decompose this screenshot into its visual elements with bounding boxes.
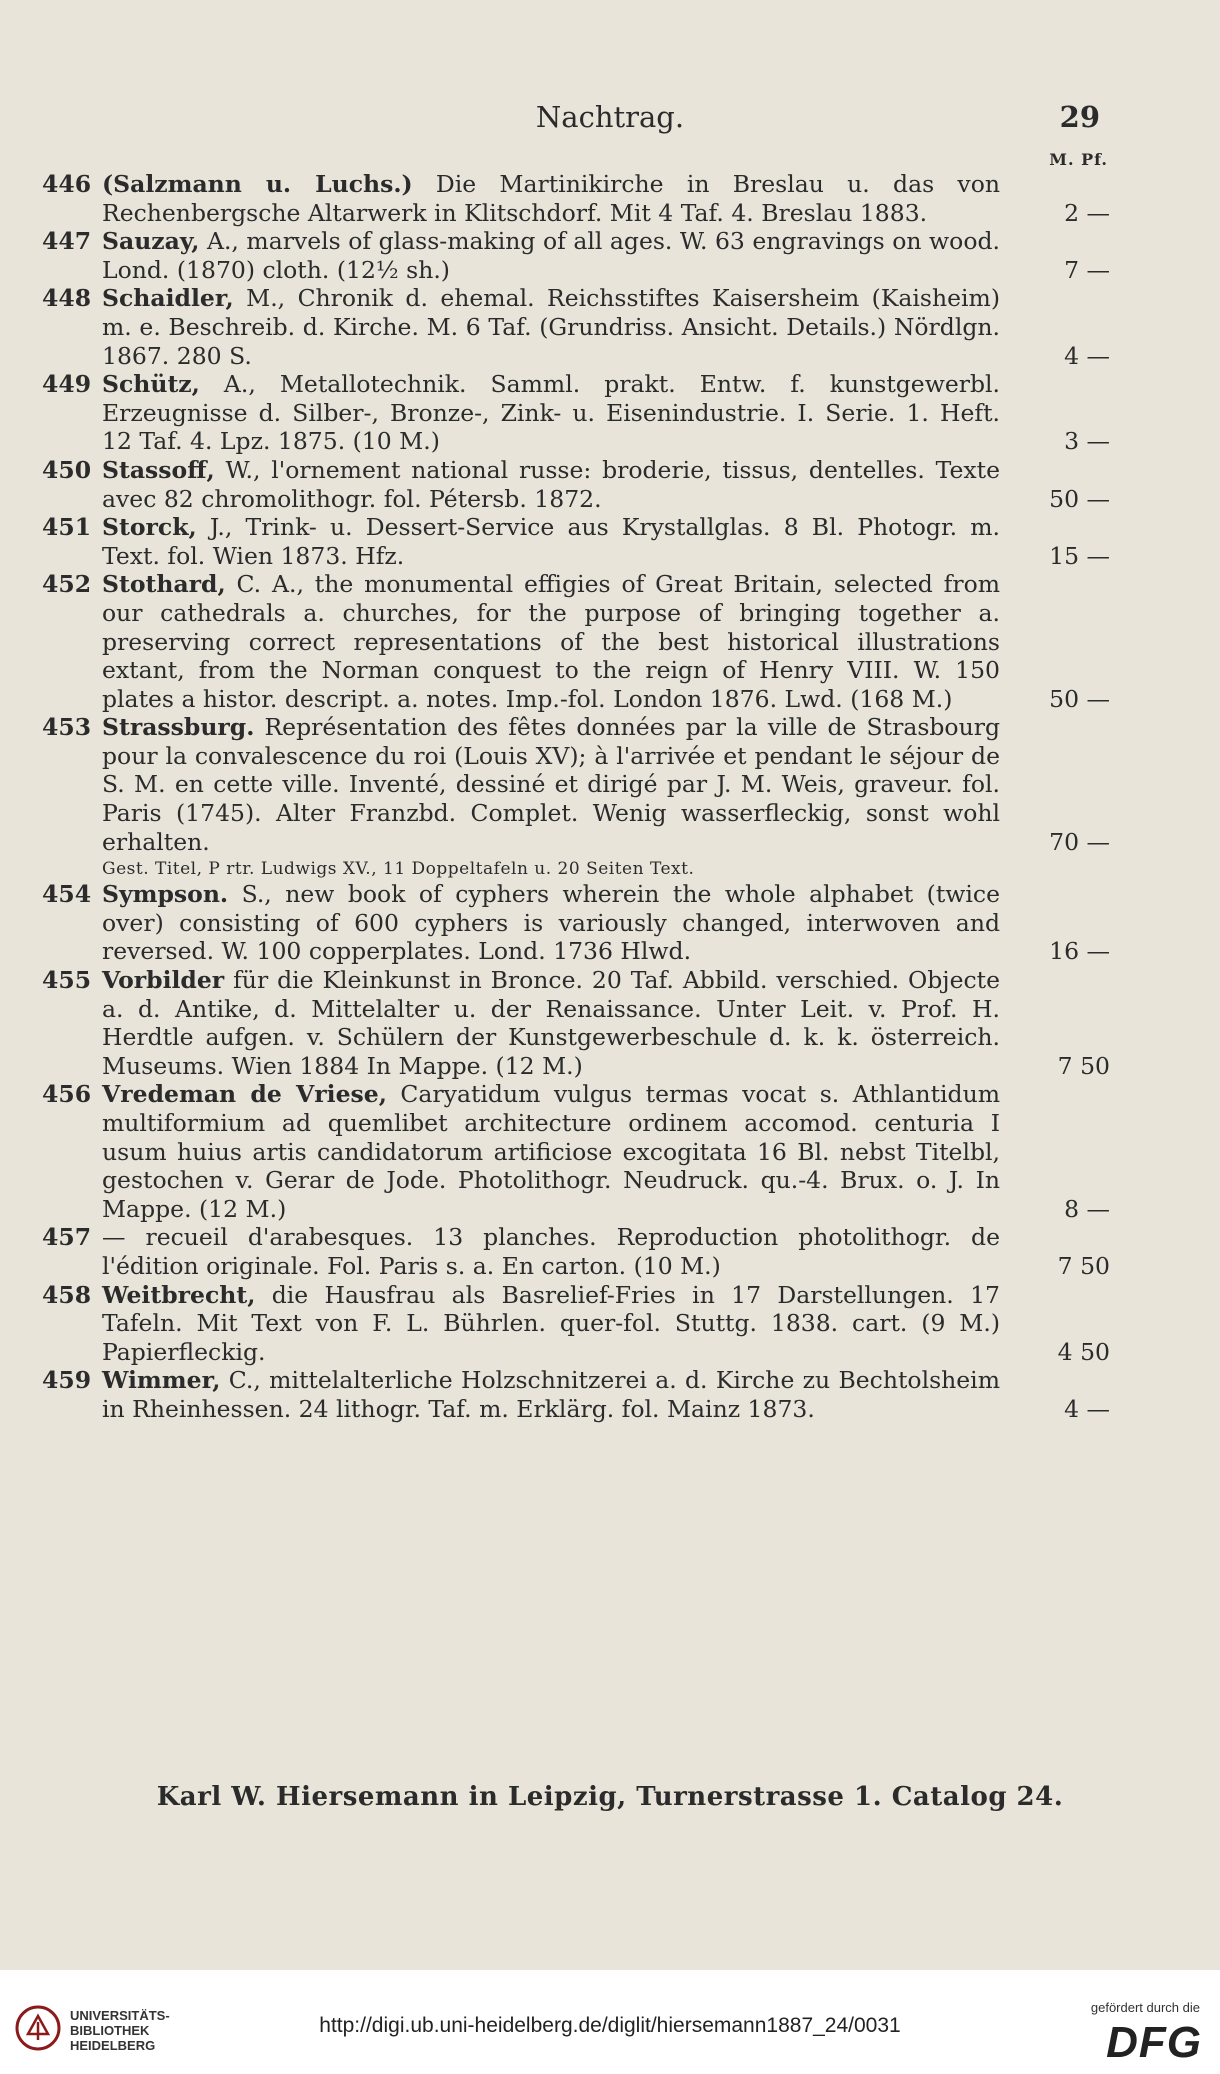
catalog-entry: [42, 1366, 1110, 1423]
entry-price: 15 —: [1049, 541, 1110, 570]
entry-author: Schaidler,: [102, 284, 234, 313]
catalog-entry: [42, 370, 1110, 456]
entry-number: 451: [42, 513, 92, 542]
sponsor-caption: gefördert durch die: [1090, 2000, 1200, 2015]
digitization-bar: [0, 1970, 1220, 2074]
entry-text: [102, 370, 1000, 456]
running-head: [0, 100, 1220, 140]
entry-author: Stassoff,: [102, 455, 215, 484]
entry-description: Die Martinikirche in Breslau u. das von Rechenbergsche Altarwerk in Klitschdorf. Mit 4 Taf. 4. Breslau 1883.: [102, 170, 1000, 227]
entry-price: 50 —: [1049, 684, 1110, 713]
catalog-entry: [42, 1080, 1110, 1223]
entry-description: A., marvels of glass-making of all ages. W. 63 engravings on wood. Lond. (1870) cloth. (12½ sh.): [102, 227, 1000, 284]
dfg-logo: DFG: [1106, 2018, 1202, 2067]
entry-price: 3 —: [1064, 427, 1110, 456]
entry-price: 4 50: [1057, 1337, 1110, 1366]
entry-author: Vredeman de Vriese,: [102, 1080, 387, 1109]
entry-author: (Salzmann u. Luchs.): [102, 170, 413, 198]
entry-author: Sympson.: [102, 880, 229, 909]
entry-description: S., new book of cyphers wherein the whole alphabet (twice over) consisting of 600 cyphers is variously changed, interwoven and reversed. W. 100 copperplates. Lond. 1736 Hlwd.: [102, 880, 1000, 966]
entry-text: [102, 456, 1000, 513]
entry-description: Caryatidum vulgus termas vocat s. Athlantidum multiformium ad quemlibet architecture ordinem accomod. centuria I usum huius artis candidatorum artificiose excogitata 16 Bl. nebst Titelbl, gestochen v. Gerar de Jode. Photolithogr. Neudruck. qu.-4. Brux. o. J. In Mappe. (12 M.): [102, 1080, 1000, 1223]
entry-description: J., Trink- u. Dessert-Service aus Krystallglas. 8 Bl. Photogr. m. Text. fol. Wien 1873. Hfz.: [102, 513, 1000, 570]
entry-description: Représentation des fêtes données par la ville de Strasbourg pour la convalescence du roi (Louis XV); à l'arrivée et pendant le séjour de S. M. en cette ville. Inventé, dessiné et dirigé par J. M. Weis, graveur. fol. Paris (1745). Alter Franzbd. Complet. Wenig wasserfleckig, sonst wohl erhalten.: [102, 713, 1000, 856]
catalog-entry: [42, 170, 1110, 227]
entry-description: C. A., the monumental effigies of Great Britain, selected from our cathedrals a. churches, for the purpose of bringing together a. preserving correct representations of the best historical illustrations extant, from the Norman conquest to the reign of Henry VIII. W. 150 plates a histor. descript. a. notes. Imp.-fol. London 1876. Lwd. (168 M.): [102, 570, 1000, 713]
publisher-footer: Karl W. Hiersemann in Leipzig, Turnerstrasse 1. Catalog 24.: [156, 1782, 1064, 1812]
catalog-entry: [42, 1281, 1110, 1367]
entry-price: 7 50: [1057, 1251, 1110, 1280]
catalog-entry: [42, 1223, 1110, 1280]
catalog-entry: [42, 456, 1110, 513]
entry-price: 7 50: [1057, 1051, 1110, 1080]
entry-author: Strassburg.: [102, 713, 255, 742]
entry-number: 459: [42, 1366, 92, 1395]
entry-text: [102, 170, 1000, 227]
entry-number: 452: [42, 570, 92, 599]
entry-number: 457: [42, 1223, 92, 1252]
entry-price: 4 —: [1064, 1394, 1110, 1423]
entry-text: [102, 284, 1000, 370]
entry-price: 2 —: [1064, 198, 1110, 227]
entry-text: [102, 1281, 1000, 1367]
entry-price: 50 —: [1049, 484, 1110, 513]
entry-number: 448: [42, 284, 92, 313]
catalog-entry: [42, 227, 1110, 284]
catalog-entry: [42, 284, 1110, 370]
catalog-entry: [42, 880, 1110, 966]
entry-author: Schütz,: [102, 370, 200, 399]
entry-number: 447: [42, 227, 92, 256]
catalog-entry: [42, 713, 1110, 880]
price-column-header: M. Pf.: [1049, 150, 1108, 169]
entry-price: 8 —: [1064, 1194, 1110, 1223]
entry-number: 458: [42, 1280, 92, 1309]
entry-text: [102, 1366, 1000, 1423]
page-number: 29: [1059, 100, 1100, 134]
entry-author: Vorbilder: [102, 966, 225, 995]
entry-text: [102, 880, 1000, 966]
entry-description: C., mittelalterliche Holzschnitzerei a. d. Kirche zu Bechtolsheim in Rheinhessen. 24 lithogr. Taf. m. Erklärg. fol. Mainz 1873.: [102, 1366, 1000, 1423]
entry-number: 454: [42, 880, 92, 909]
entry-number: 456: [42, 1080, 92, 1109]
entry-author: Weitbrecht,: [102, 1280, 256, 1309]
library-name-line: UNIVERSITÄTS-: [70, 2008, 170, 2023]
running-title: Nachtrag.: [535, 100, 685, 134]
catalog-entry: [42, 570, 1110, 713]
entry-number: 455: [42, 966, 92, 995]
entry-text: [102, 570, 1000, 713]
catalog-entry: [42, 966, 1110, 1080]
entry-author: Stothard,: [102, 570, 226, 599]
entry-text: [102, 713, 1000, 856]
entry-description: die Hausfrau als Basrelief-Fries in 17 Darstellungen. 17 Tafeln. Mit Text von F. L. Bührlen. quer-fol. Stuttg. 1838. cart. (9 M.) Papierfleckig.: [102, 1280, 1000, 1366]
entry-price: 4 —: [1064, 341, 1110, 370]
entry-text: [102, 966, 1000, 1080]
entry-text: [102, 1080, 1000, 1223]
entry-text: [102, 227, 1000, 284]
entry-description: A., Metallotechnik. Samml. prakt. Entw. f. kunstgewerbl. Erzeugnisse d. Silber-, Bronze-, Zink- u. Eisenindustrie. I. Serie. 1. Heft. 12 Taf. 4. Lpz. 1875. (10 M.): [102, 370, 1000, 456]
entry-description: — recueil d'arabesques. 13 planches. Reproduction photolithogr. de l'édition originale. Fol. Paris s. a. En carton. (10 M.): [102, 1223, 1000, 1280]
entry-description: M., Chronik d. ehemal. Reichsstiftes Kaisersheim (Kaisheim) m. e. Beschreib. d. Kirche. M. 6 Taf. (Grundriss. Ansicht. Details.) Nördlgn. 1867. 280 S.: [102, 284, 1000, 370]
entry-price: 16 —: [1049, 937, 1110, 966]
catalog-entry: [42, 513, 1110, 570]
library-name-line: BIBLIOTHEK: [70, 2023, 150, 2038]
entry-number: 450: [42, 455, 92, 484]
entry-price: 70 —: [1049, 827, 1110, 856]
entry-author: Wimmer,: [102, 1366, 221, 1395]
entry-author: Sauzay,: [102, 227, 200, 256]
entry-note: Gest. Titel, P rtr. Ludwigs XV., 11 Doppeltafeln u. 20 Seiten Text.: [102, 859, 695, 880]
entry-number: 453: [42, 713, 92, 742]
entry-number: 446: [42, 170, 92, 198]
entry-author: Storck,: [102, 513, 197, 542]
entry-price: 7 —: [1064, 255, 1110, 284]
entry-text: [102, 1223, 1000, 1280]
entry-description: W., l'ornement national russe: broderie, tissus, dentelles. Texte avec 82 chromolithogr. fol. Pétersb. 1872.: [102, 455, 1000, 513]
entry-text: [102, 513, 1000, 570]
source-url-link[interactable]: http://digi.ub.uni-heidelberg.de/diglit/hiersemann1887_24/0031: [319, 2014, 901, 2037]
library-name-line: HEIDELBERG: [70, 2038, 156, 2053]
entry-number: 449: [42, 370, 92, 399]
entry-description: für die Kleinkunst in Bronce. 20 Taf. Abbild. verschied. Objecte a. d. Antike, d. Mittelalter u. der Renaissance. Unter Leit. v. Prof. H. Herdtle aufgen. v. Schülern der Kunstgewerbeschule d. k. k. österreich. Museums. Wien 1884 In Mappe. (12 M.): [102, 966, 1000, 1080]
catalog-entries: [42, 170, 1110, 1424]
